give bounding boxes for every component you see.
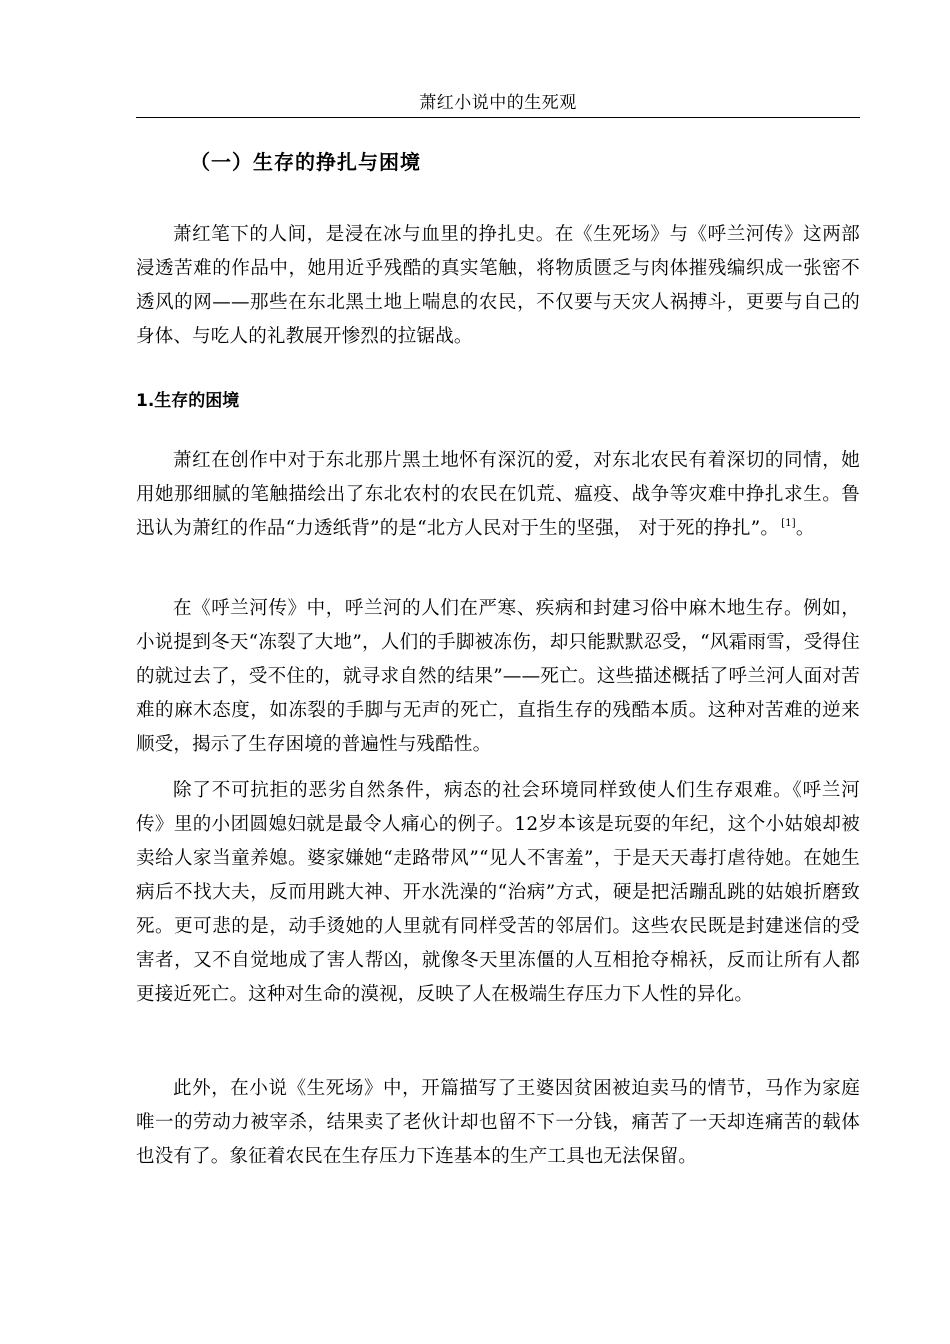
subsection-heading: 1.生存的困境 <box>136 391 240 411</box>
paragraph-end-punctuation: 。 <box>795 518 815 539</box>
body-paragraph-2: 在《呼兰河传》中，呼兰河的人们在严寒、疾病和封建习俗中麻木地生存。例如，小说提到冬天“冻裂了大地”，人们的手脚被冻伤，却只能默默忍受，“风霜雨雪，受得住的就过去了，受不住的，就寻求自然的结果”——死亡。这些描述概括了呼兰河人面对苦难的麻木态度，如冻裂的手脚与无声的死亡，直指生存的残酷本质。这种对苦难的逆来顺受，揭示了生存困境的普遍性与残酷性。 <box>136 598 860 755</box>
body-paragraph-1 <box>136 444 860 546</box>
citation-reference: [1] <box>781 518 796 529</box>
header-divider <box>136 117 860 118</box>
intro-paragraph: 萧红笔下的人间，是浸在冰与血里的挣扎史。在《生死场》与《呼兰河传》这两部浸透苦难的作品中，她用近乎残酷的真实笔触，将物质匮乏与肉体摧残编织成一张密不透风的网——那些在东北黑土地上喘息的农民，不仅要与天灾人祸搏斗，更要与自己的身体、与吃人的礼教展开惨烈的拉锯战。 <box>136 224 860 347</box>
body-paragraph-4: 此外，在小说《生死场》中，开篇描写了王婆因贫困被迫卖马的情节，马作为家庭唯一的劳动力被宰杀，结果卖了老伙计却也留不下一分钱，痛苦了一天却连痛苦的载体也没有了。象征着农民在生存压力下连基本的生产工具也无法保留。 <box>136 1078 860 1167</box>
body-paragraph-3: 除了不可抗拒的恶劣自然条件，病态的社会环境同样致使人们生存艰难。《呼兰河传》里的小团圆媳妇就是最令人痛心的例子。12岁本该是玩耍的年纪，这个小姑娘却被卖给人家当童养媳。婆家嫌她“走路带风”“见人不害羞”，于是天天毒打虐待她。在她生病后不找大夫，反而用跳大神、开水洗澡的“治病”方式，硬是把活蹦乱跳的姑娘折磨致死。更可悲的是，动手烫她的人里就有同样受苦的邻居们。这些农民既是封建迷信的受害者，又不自觉地成了害人帮凶，就像冬天里冻僵的人互相抢夺棉袄，反而让所有人都更接近死亡。这种对生命的漠视，反映了人在极端生存压力下人性的异化。 <box>136 780 860 1005</box>
body-paragraph-1-text: 萧红在创作中对于东北那片黑土地怀有深沉的爱，对东北农民有着深切的同情，她用她那细腻的笔触描绘出了东北农村的农民在饥荒、瘟疫、战争等灾难中挣扎求生。鲁迅认为萧红的作品“力透纸背”的是“北方人民对于生的坚强， 对于死的挣扎”。 <box>136 450 860 539</box>
running-header-title: 萧红小说中的生死观 <box>419 93 577 113</box>
section-heading: （一）生存的挣扎与困境 <box>190 150 421 174</box>
